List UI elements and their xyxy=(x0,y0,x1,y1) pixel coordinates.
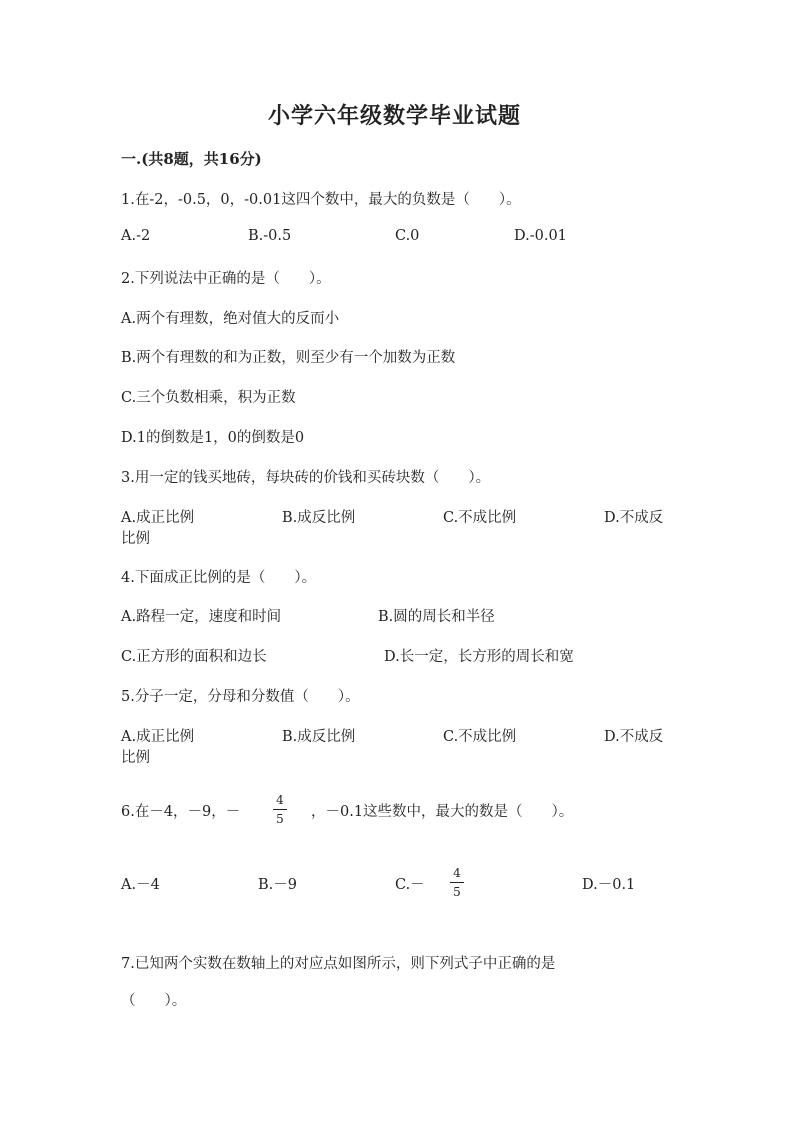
question-5-option-d-wrap: 比例 xyxy=(121,750,150,766)
question-6-option-b: B.－9 xyxy=(258,877,297,893)
question-1-option-b: B.-0.5 xyxy=(248,228,292,244)
question-1-option-c: C.0 xyxy=(395,228,420,244)
question-1-stem: 1.在-2，-0.5，0，-0.01这四个数中，最大的负数是（ ）。 xyxy=(121,192,521,208)
question-5-stem: 5.分子一定，分母和分数值（ ）。 xyxy=(121,689,360,705)
question-6-option-c-fraction xyxy=(450,866,464,899)
question-2-option-a: A.两个有理数，绝对值大的反而小 xyxy=(121,311,340,327)
question-3-stem: 3.用一定的钱买地砖，每块砖的价钱和买砖块数（ ）。 xyxy=(121,470,491,486)
question-2-option-d: D.1的倒数是1，0的倒数是0 xyxy=(121,430,305,446)
page-title: 小学六年级数学毕业试题 xyxy=(268,103,522,129)
question-6-stem-part-a: 6.在－4，－9，－ xyxy=(121,804,241,820)
question-6-stem-part-b: ，－0.1这些数中，最大的数是（ ）。 xyxy=(311,804,574,820)
question-6-option-c: C.－ xyxy=(395,877,425,893)
question-3-option-a: A.成正比例 xyxy=(121,510,195,526)
question-5-option-b: B.成反比例 xyxy=(282,729,356,745)
question-6-option-d: D.－0.1 xyxy=(582,877,636,893)
question-2-option-c: C.三个负数相乘，积为正数 xyxy=(121,390,296,406)
question-5-option-d: D.不成反 xyxy=(604,729,664,745)
question-4-option-c: C.正方形的面积和边长 xyxy=(121,649,267,665)
question-6-fraction xyxy=(273,793,287,826)
question-5-option-a: A.成正比例 xyxy=(121,729,195,745)
question-7-stem: 7.已知两个实数在数轴上的对应点如图所示，则下列式子中正确的是 xyxy=(121,956,556,972)
question-3-option-c: C.不成比例 xyxy=(443,510,517,526)
question-4-stem: 4.下面成正比例的是（ ）。 xyxy=(121,570,317,586)
question-2-stem: 2.下列说法中正确的是（ ）。 xyxy=(121,271,331,287)
question-3-option-d: D.不成反 xyxy=(604,510,664,526)
fraction-denominator: 5 xyxy=(276,812,284,826)
question-4-option-a: A.路程一定，速度和时间 xyxy=(121,609,282,625)
question-5-option-c: C.不成比例 xyxy=(443,729,517,745)
question-2-option-b: B.两个有理数的和为正数，则至少有一个加数为正数 xyxy=(121,350,456,366)
question-4-option-d: D.长一定，长方形的周长和宽 xyxy=(384,649,574,665)
section-heading: 一.(共8题，共16分) xyxy=(121,150,262,168)
fraction-numerator: 4 xyxy=(276,793,284,807)
question-1-option-d: D.-0.01 xyxy=(514,228,567,244)
fraction-bar xyxy=(273,809,287,810)
question-3-option-d-wrap: 比例 xyxy=(121,531,150,547)
question-4-option-b: B.圆的周长和半径 xyxy=(378,609,495,625)
question-1-option-a: A.-2 xyxy=(121,228,151,244)
fraction-numerator: 4 xyxy=(453,866,461,880)
question-3-option-b: B.成反比例 xyxy=(282,510,356,526)
question-6-option-a: A.－4 xyxy=(121,877,160,893)
fraction-denominator: 5 xyxy=(453,885,461,899)
question-7-stem-continued: （ ）。 xyxy=(121,993,187,1009)
fraction-bar xyxy=(450,882,464,883)
